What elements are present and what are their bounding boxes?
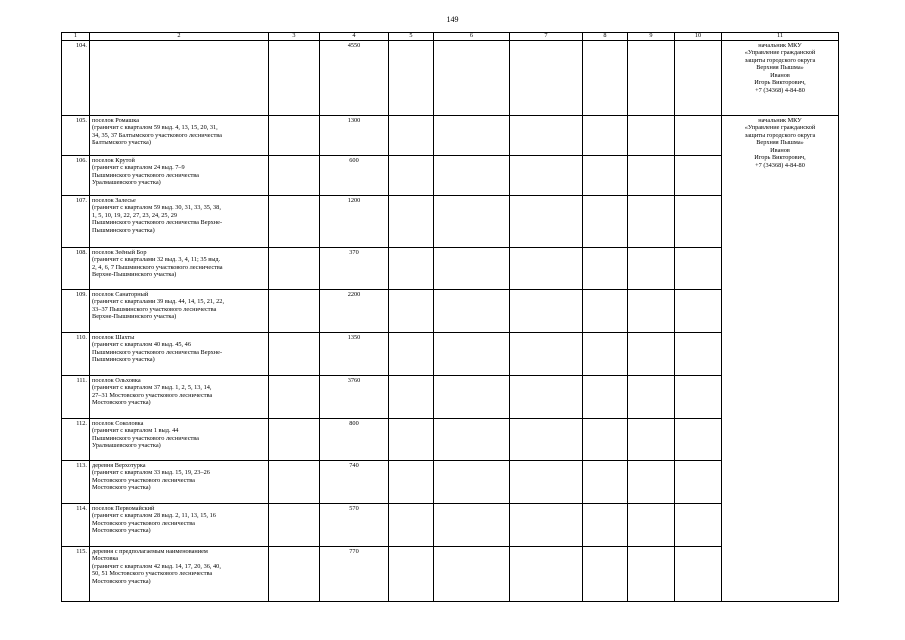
boundary-note-line: Пышминского участкового лесничества bbox=[92, 434, 199, 442]
column-header: 7 bbox=[510, 33, 583, 41]
empty-cell bbox=[675, 503, 722, 546]
responsible-line: Игорь Викторович, bbox=[754, 79, 806, 87]
empty-cell bbox=[389, 40, 434, 115]
settlement-name: поселок Санаторный bbox=[92, 290, 149, 298]
boundary-note-line: 2, 4, 6, 7 Пышминского участкового лесничества bbox=[92, 263, 223, 271]
boundary-note-line: Верхне-Пышминского участка) bbox=[92, 271, 177, 279]
boundary-note-line: Пышминского участка) bbox=[92, 356, 155, 364]
column-header: 5 bbox=[389, 33, 434, 41]
boundary-note-line: Уралмашевского участка) bbox=[92, 442, 161, 450]
empty-cell bbox=[434, 332, 510, 375]
empty-cell bbox=[628, 503, 675, 546]
area-value: 770 bbox=[320, 546, 389, 601]
empty-cell bbox=[675, 195, 722, 247]
area-value: 600 bbox=[320, 155, 389, 195]
settlement-cell bbox=[90, 115, 269, 155]
responsible-line: Верхняя Пышма» bbox=[756, 64, 804, 72]
boundary-note-line: (граничит с кварталами 39 выд. 44, 14, 15, 21, 22, bbox=[92, 298, 225, 306]
table-row bbox=[62, 115, 839, 155]
empty-cell bbox=[510, 460, 583, 503]
empty-cell bbox=[389, 247, 434, 289]
area-value: 1200 bbox=[320, 195, 389, 247]
empty-cell bbox=[510, 503, 583, 546]
empty-cell bbox=[675, 40, 722, 115]
column-header: 11 bbox=[722, 33, 839, 41]
empty-cell bbox=[675, 289, 722, 332]
area-value: 1300 bbox=[320, 115, 389, 155]
empty-cell bbox=[389, 460, 434, 503]
empty-cell bbox=[583, 289, 628, 332]
column-header: 1 bbox=[62, 33, 90, 41]
empty-cell bbox=[628, 247, 675, 289]
settlement-name: поселок Крутой bbox=[92, 156, 135, 164]
empty-cell bbox=[628, 115, 675, 155]
boundary-note-line: (граничит с кварталом 24 выд. 7–9 bbox=[92, 164, 185, 172]
empty-cell bbox=[269, 375, 320, 418]
responsible-line: Иванов bbox=[770, 146, 790, 154]
row-number: 104. bbox=[62, 40, 90, 115]
settlement-cell bbox=[90, 247, 269, 289]
empty-cell bbox=[583, 546, 628, 601]
settlement-name: поселок Залесье bbox=[92, 196, 136, 204]
boundary-note-line: 34, 35, 37 Балтымского участкового лесничества bbox=[92, 131, 222, 139]
empty-cell bbox=[434, 546, 510, 601]
column-header: 2 bbox=[90, 33, 269, 41]
area-value: 370 bbox=[320, 247, 389, 289]
empty-cell bbox=[510, 332, 583, 375]
column-header: 10 bbox=[675, 33, 722, 41]
empty-cell bbox=[583, 247, 628, 289]
empty-cell bbox=[675, 375, 722, 418]
area-value: 4550 bbox=[320, 40, 389, 115]
empty-cell bbox=[628, 155, 675, 195]
row-number: 108. bbox=[62, 247, 90, 289]
column-header: 8 bbox=[583, 33, 628, 41]
boundary-note-line: Мостовка bbox=[92, 555, 119, 563]
boundary-note-line: Мостовского участка) bbox=[92, 484, 151, 492]
boundary-note-line: Балтымского участка) bbox=[92, 139, 151, 147]
empty-cell bbox=[510, 40, 583, 115]
empty-cell bbox=[628, 332, 675, 375]
document-table bbox=[61, 32, 839, 602]
empty-cell bbox=[510, 418, 583, 460]
empty-cell bbox=[389, 503, 434, 546]
empty-cell bbox=[675, 247, 722, 289]
empty-cell bbox=[628, 289, 675, 332]
empty-cell bbox=[675, 332, 722, 375]
boundary-note-line: Мостовского участка) bbox=[92, 577, 151, 585]
row-number: 111. bbox=[62, 375, 90, 418]
row-number: 110. bbox=[62, 332, 90, 375]
area-value: 1350 bbox=[320, 332, 389, 375]
empty-cell bbox=[675, 546, 722, 601]
settlement-name: деревня с предполагаемым наименованием bbox=[92, 547, 208, 555]
boundary-note-line: 50, 51 Мостовского участкового лесничества bbox=[92, 570, 213, 578]
empty-cell bbox=[269, 546, 320, 601]
responsible-line: +7 (34368) 4-84-80 bbox=[755, 87, 805, 95]
settlement-cell bbox=[90, 195, 269, 247]
responsible-person-cell bbox=[722, 115, 839, 601]
boundary-note-line: (граничит с кварталами 32 выд. 3, 4, 11; 35 выд. bbox=[92, 256, 221, 264]
row-number: 113. bbox=[62, 460, 90, 503]
empty-cell bbox=[269, 418, 320, 460]
column-number-row bbox=[62, 33, 839, 41]
boundary-note-line: (граничит с кварталом 28 выд. 2, 11, 13, 15, 16 bbox=[92, 512, 216, 520]
boundary-note-line: Пышминского участкового лесничества Верхне- bbox=[92, 348, 223, 356]
empty-cell bbox=[269, 115, 320, 155]
column-header: 6 bbox=[434, 33, 510, 41]
area-value: 3760 bbox=[320, 375, 389, 418]
boundary-note-line: (граничит с кварталом 37 выд. 1, 2, 5, 13, 14, bbox=[92, 384, 212, 392]
boundary-note-line: (граничит с кварталом 33 выд. 15, 19, 23–26 bbox=[92, 469, 210, 477]
boundary-note-line: Пышминского участкового лесничества Верхне- bbox=[92, 219, 223, 227]
empty-cell bbox=[434, 155, 510, 195]
empty-cell bbox=[510, 247, 583, 289]
empty-cell bbox=[434, 115, 510, 155]
empty-cell bbox=[628, 460, 675, 503]
empty-cell bbox=[434, 195, 510, 247]
boundary-note-line: (граничит с кварталом 59 выд. 30, 31, 33, 35, 38, bbox=[92, 204, 221, 212]
empty-cell bbox=[389, 289, 434, 332]
empty-cell bbox=[389, 332, 434, 375]
empty-cell bbox=[434, 375, 510, 418]
settlement-cell bbox=[90, 155, 269, 195]
boundary-note-line: Пышминского участка) bbox=[92, 226, 155, 234]
column-header: 9 bbox=[628, 33, 675, 41]
empty-cell bbox=[269, 503, 320, 546]
boundary-note-line: 33–37 Пышминского участкового лесничества bbox=[92, 305, 217, 313]
empty-cell bbox=[510, 546, 583, 601]
boundary-note-line: (граничит с кварталом 40 выд. 45, 46 bbox=[92, 341, 191, 349]
settlement-cell bbox=[90, 503, 269, 546]
responsible-line: начальник МКУ bbox=[758, 41, 802, 49]
boundary-note-line: Пышминского участкового лесничества bbox=[92, 171, 199, 179]
empty-cell bbox=[434, 289, 510, 332]
row-number: 112. bbox=[62, 418, 90, 460]
boundary-note-line: 27–31 Мостовского участкового лесничества bbox=[92, 391, 213, 399]
responsible-line: защиты городского округа bbox=[744, 56, 816, 64]
row-number: 105. bbox=[62, 115, 90, 155]
row-number: 114. bbox=[62, 503, 90, 546]
empty-cell bbox=[434, 460, 510, 503]
settlement-name: поселок Ромашка bbox=[92, 116, 139, 124]
settlement-name: поселок Шахты bbox=[92, 333, 135, 341]
empty-cell bbox=[434, 503, 510, 546]
row-number: 107. bbox=[62, 195, 90, 247]
settlement-cell bbox=[90, 289, 269, 332]
row-number: 109. bbox=[62, 289, 90, 332]
empty-cell bbox=[510, 195, 583, 247]
settlement-name: поселок Первомайский bbox=[92, 504, 155, 512]
responsible-line: Верхняя Пышма» bbox=[756, 139, 804, 147]
empty-cell bbox=[510, 115, 583, 155]
responsible-line: «Управление гражданской bbox=[744, 49, 816, 57]
boundary-note-line: Мостовского участка) bbox=[92, 527, 151, 535]
settlement-name: поселок Ольховка bbox=[92, 376, 141, 384]
empty-cell bbox=[434, 418, 510, 460]
empty-cell bbox=[510, 289, 583, 332]
empty-cell bbox=[583, 418, 628, 460]
empty-cell bbox=[269, 40, 320, 115]
table-row bbox=[62, 40, 839, 115]
empty-cell bbox=[269, 332, 320, 375]
boundary-note-line: Мостовского участкового лесничества bbox=[92, 519, 195, 527]
boundary-note-line: 1, 5, 10, 19, 22, 27, 23, 24, 25, 29 bbox=[92, 211, 178, 219]
responsible-line: начальник МКУ bbox=[758, 116, 802, 124]
empty-cell bbox=[675, 418, 722, 460]
responsible-line: Игорь Викторович, bbox=[754, 154, 806, 162]
empty-cell bbox=[389, 546, 434, 601]
empty-cell bbox=[583, 40, 628, 115]
empty-cell bbox=[583, 115, 628, 155]
empty-cell bbox=[583, 195, 628, 247]
settlement-name: поселок Соколовка bbox=[92, 419, 144, 427]
empty-cell bbox=[389, 155, 434, 195]
empty-cell bbox=[628, 195, 675, 247]
area-value: 740 bbox=[320, 460, 389, 503]
empty-cell bbox=[434, 247, 510, 289]
boundary-note-line: (граничит с кварталом 59 выд. 4, 13, 15, 20, 31, bbox=[92, 124, 218, 132]
empty-cell bbox=[583, 375, 628, 418]
empty-cell bbox=[389, 375, 434, 418]
responsible-person-cell bbox=[722, 40, 839, 115]
area-value: 570 bbox=[320, 503, 389, 546]
boundary-note-line: (граничит с кварталом 1 выд. 44 bbox=[92, 427, 179, 435]
boundary-note-line: Верхне-Пышминского участка) bbox=[92, 313, 177, 321]
empty-cell bbox=[269, 247, 320, 289]
empty-cell bbox=[510, 155, 583, 195]
empty-cell bbox=[583, 332, 628, 375]
empty-cell bbox=[583, 503, 628, 546]
responsible-line: Иванов bbox=[770, 71, 790, 79]
empty-cell bbox=[583, 460, 628, 503]
settlement-cell bbox=[90, 460, 269, 503]
empty-cell bbox=[628, 546, 675, 601]
page-number: 149 bbox=[446, 15, 459, 24]
empty-cell bbox=[389, 195, 434, 247]
row-number: 115. bbox=[62, 546, 90, 601]
row-number: 106. bbox=[62, 155, 90, 195]
responsible-line: «Управление гражданской bbox=[744, 124, 816, 132]
settlement-cell bbox=[90, 418, 269, 460]
empty-cell bbox=[434, 40, 510, 115]
settlement-cell bbox=[90, 40, 269, 115]
boundary-note-line: (граничит с кварталом 42 выд. 14, 17, 20, 36, 40, bbox=[92, 562, 221, 570]
boundary-note-line: Мостовского участкового лесничества bbox=[92, 476, 195, 484]
column-header: 3 bbox=[269, 33, 320, 41]
empty-cell bbox=[389, 418, 434, 460]
empty-cell bbox=[510, 375, 583, 418]
area-value: 800 bbox=[320, 418, 389, 460]
settlement-name: деревня Верхотурка bbox=[92, 461, 146, 469]
empty-cell bbox=[583, 155, 628, 195]
empty-cell bbox=[628, 375, 675, 418]
settlement-cell bbox=[90, 332, 269, 375]
empty-cell bbox=[675, 460, 722, 503]
area-value: 2200 bbox=[320, 289, 389, 332]
responsible-line: +7 (34368) 4-84-80 bbox=[755, 162, 805, 170]
empty-cell bbox=[269, 155, 320, 195]
settlement-cell bbox=[90, 375, 269, 418]
empty-cell bbox=[269, 460, 320, 503]
boundary-note-line: Уралмашевского участка) bbox=[92, 179, 161, 187]
empty-cell bbox=[389, 115, 434, 155]
empty-cell bbox=[675, 155, 722, 195]
empty-cell bbox=[269, 289, 320, 332]
settlement-name: поселок Зеёный Бор bbox=[92, 248, 147, 256]
boundary-note-line: Мостовского участка) bbox=[92, 399, 151, 407]
empty-cell bbox=[628, 418, 675, 460]
table-body bbox=[62, 40, 839, 601]
settlement-cell bbox=[90, 546, 269, 601]
empty-cell bbox=[628, 40, 675, 115]
empty-cell bbox=[269, 195, 320, 247]
empty-cell bbox=[675, 115, 722, 155]
column-header: 4 bbox=[320, 33, 389, 41]
responsible-line: защиты городского округа bbox=[744, 131, 816, 139]
